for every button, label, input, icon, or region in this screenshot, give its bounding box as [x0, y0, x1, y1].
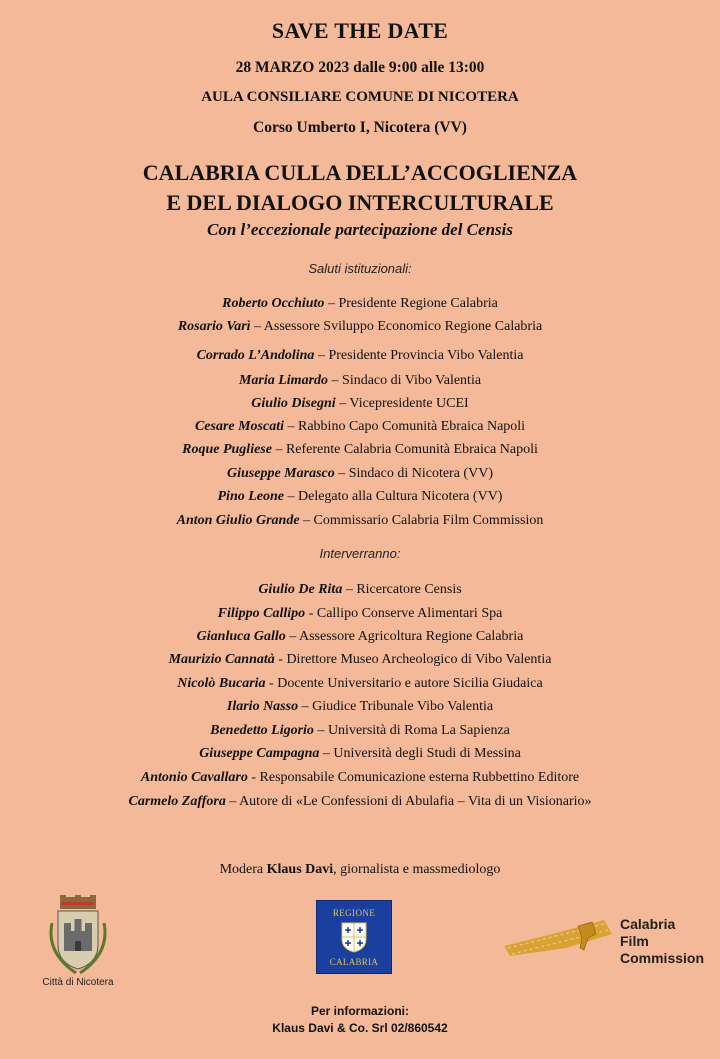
- film-line2: Film: [620, 933, 649, 949]
- regione-shield-icon: [340, 921, 368, 953]
- speaker-name: Roque Pugliese: [182, 442, 272, 457]
- speaker-row: [0, 745, 720, 762]
- speaker-name: Anton Giulio Grande: [176, 513, 300, 528]
- speaker-role: – Autore di «Le Confessioni di Abulafia – Vita di un Visionario»: [225, 794, 592, 809]
- speaker-name: Carmelo Zaffora: [128, 794, 226, 809]
- speaker-role: – Sindaco di Vibo Valentia: [328, 373, 482, 388]
- speaker-row: [0, 651, 720, 668]
- moderator-prefix: Modera: [219, 862, 267, 877]
- speaker-role: - Callipo Conserve Alimentari Spa: [305, 606, 503, 621]
- speaker-row: [0, 395, 720, 412]
- moderator-suffix: , giornalista e massmediologo: [333, 862, 501, 877]
- event-date: 28 MARZO 2023 dalle 9:00 alle 13:00: [235, 59, 485, 76]
- info-contact: Klaus Davi & Co. Srl 02/860542: [272, 1021, 448, 1035]
- film-line3: Commission: [620, 950, 705, 966]
- film-commission-text: [620, 916, 704, 967]
- speaker-role: - Docente Universitario e autore Sicilia Giudaica: [265, 676, 543, 691]
- calabria-film-commission-logo: [500, 912, 720, 972]
- speaker-name: Corrado L’Andolina: [196, 348, 315, 363]
- speaker-role: – Università di Roma La Sapienza: [313, 723, 510, 738]
- speaker-row: [0, 605, 720, 622]
- speaker-name: Gianluca Gallo: [196, 629, 286, 644]
- speaker-row: [0, 722, 720, 739]
- speaker-name: Giuseppe Marasco: [227, 466, 335, 481]
- svg-text:✚: ✚: [344, 939, 352, 948]
- film-line1: Calabria: [620, 916, 676, 932]
- event-title-line2: E DEL DIALOGO INTERCULTURALE: [166, 190, 554, 215]
- speaker-name: Pino Leone: [217, 489, 284, 504]
- speaker-role: - Responsabile Comunicazione esterna Rubbettino Editore: [247, 770, 580, 785]
- citta-di-nicotera-logo: [38, 893, 118, 993]
- speaker-role: – Assessore Agricoltura Regione Calabria: [285, 629, 524, 644]
- speaker-row: [0, 512, 720, 529]
- speaker-role: - Direttore Museo Archeologico di Vibo Valentia: [274, 652, 552, 667]
- speaker-role: – Presidente Provincia Vibo Valentia: [314, 348, 524, 363]
- save-the-date-heading: SAVE THE DATE: [271, 18, 449, 43]
- speaker-row: [0, 372, 720, 389]
- speaker-row: [0, 769, 720, 786]
- speaker-name: Ilario Nasso: [226, 699, 299, 714]
- speaker-role: – Presidente Regione Calabria: [324, 296, 498, 311]
- speaker-name: Maurizio Cannatà: [168, 652, 275, 667]
- event-venue: AULA CONSILIARE COMUNE DI NICOTERA: [201, 89, 519, 105]
- svg-text:✚: ✚: [344, 926, 352, 935]
- regione-calabria-label: CALABRIA: [329, 957, 379, 967]
- event-subtitle: Con l’eccezionale partecipazione del Censis: [207, 220, 513, 239]
- event-title-line1: CALABRIA CULLA DELL’ACCOGLIENZA: [142, 160, 578, 185]
- film-strip-icon: [500, 912, 618, 962]
- speaker-name: Maria Limardo: [238, 373, 329, 388]
- greetings-label: Saluti istituzionali:: [308, 261, 412, 276]
- svg-text:✚: ✚: [356, 939, 364, 948]
- speaker-row: [0, 465, 720, 482]
- info-label: Per informazioni:: [310, 1004, 409, 1018]
- speakers-label: Interverranno:: [319, 546, 401, 561]
- speaker-name: Rosario Varì: [177, 319, 251, 334]
- speaker-row: [0, 418, 720, 435]
- speaker-role: – Ricercatore Censis: [342, 582, 462, 597]
- speaker-row: [0, 698, 720, 715]
- speaker-role: – Giudice Tribunale Vibo Valentia: [298, 699, 494, 714]
- speaker-name: Filippo Callipo: [217, 606, 306, 621]
- speaker-role: – Commissario Calabria Film Commission: [299, 513, 544, 528]
- speaker-name: Antonio Cavallaro: [140, 770, 248, 785]
- speaker-role: – Assessore Sviluppo Economico Regione Calabria: [250, 319, 543, 334]
- speaker-row: [0, 441, 720, 458]
- event-address: Corso Umberto I, Nicotera (VV): [253, 119, 467, 136]
- moderator-line: [0, 862, 720, 878]
- nicotera-caption: Città di Nicotera: [42, 977, 114, 988]
- nicotera-crest-icon: [38, 893, 118, 977]
- speaker-role: – Delegato alla Cultura Nicotera (VV): [284, 489, 503, 504]
- svg-text:✚: ✚: [356, 926, 364, 935]
- speaker-role: – Sindaco di Nicotera (VV): [334, 466, 493, 481]
- speaker-row: [0, 675, 720, 692]
- speaker-row: [0, 581, 720, 598]
- speaker-name: Giulio Disegni: [251, 396, 336, 411]
- speaker-row: [0, 488, 720, 505]
- speaker-name: Roberto Occhiuto: [222, 296, 325, 311]
- speaker-name: Cesare Moscati: [194, 419, 284, 434]
- moderator-name: Klaus Davi: [266, 862, 334, 877]
- speaker-role: – Università degli Studi di Messina: [319, 746, 521, 761]
- speaker-role: – Rabbino Capo Comunità Ebraica Napoli: [284, 419, 526, 434]
- speaker-role: – Vicepresidente UCEI: [335, 396, 469, 411]
- speaker-name: Giuseppe Campagna: [199, 746, 320, 761]
- speaker-row: [0, 318, 720, 335]
- regione-calabria-logo: [316, 900, 392, 974]
- speaker-name: Giulio De Rita: [258, 582, 343, 597]
- speaker-row: [0, 347, 720, 364]
- speaker-row: [0, 295, 720, 312]
- speaker-row: [0, 628, 720, 645]
- speaker-name: Benedetto Ligorio: [210, 723, 314, 738]
- speaker-row: [0, 793, 720, 810]
- regione-label: REGIONE: [332, 908, 376, 918]
- speaker-name: Nicolò Bucaria: [177, 676, 266, 691]
- speaker-role: – Referente Calabria Comunità Ebraica Napoli: [271, 442, 538, 457]
